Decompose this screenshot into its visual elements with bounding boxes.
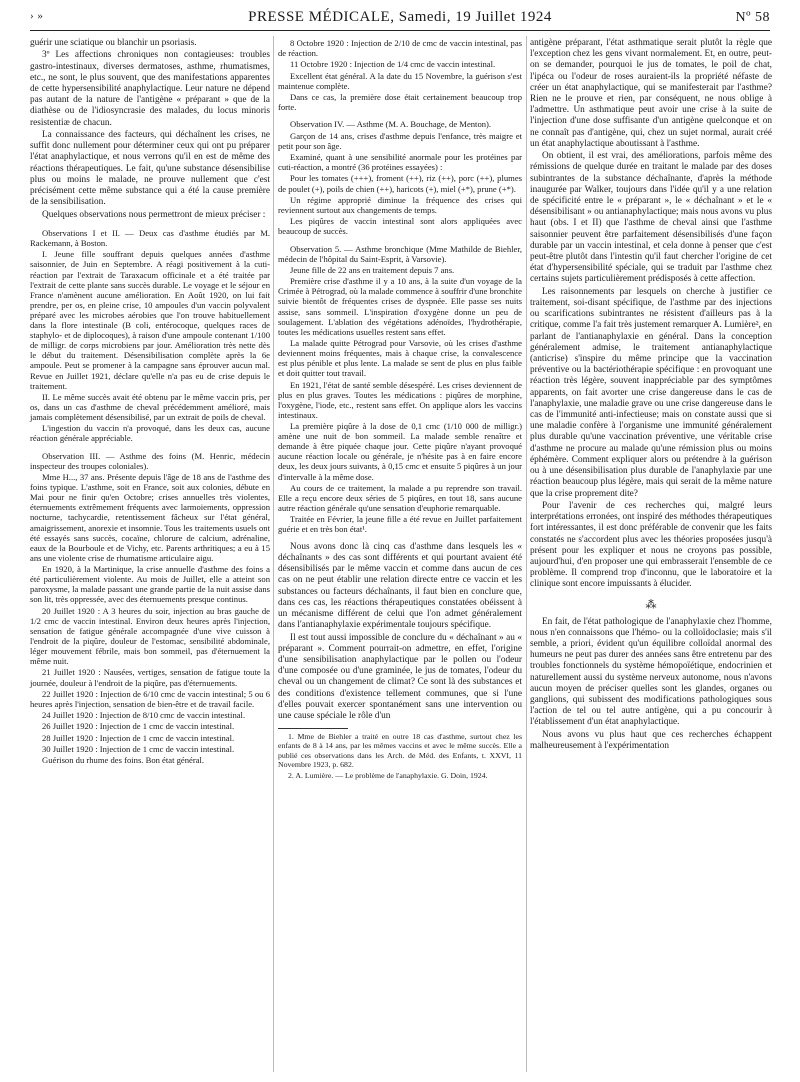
paragraph: 24 Juillet 1920 : Injection de 8/10 cmc de vaccin intestinal.	[42, 710, 246, 721]
paragraph: Quelques observations nous permettront de mieux préciser :	[42, 209, 266, 220]
paragraph: La malade quitte Pétrograd pour Varsovie, où les crises d'asthme deviennent moins fréquentes, mais à chaque crise, la convalescence est plus pénible et plus lente. La malade se sent de plus en plus faible et doit quitter tout travail.	[278, 337, 522, 379]
paragraph: Première crise d'asthme il y a 10 ans, à la suite d'un voyage de la Crimée à Pétrograd, où la malade commence à souffrir d'une bronchite suivie bientôt de fréquentes crises de dyspnée. Elle passe ses nuits assise, sans sommeil. L'inspiration d'oxygène donne un peu de soulagement. L'ablation des végétations adénoïdes, l'hydrothérapie, toutes les médications usuelles restent sans effet.	[278, 276, 522, 337]
paragraph: En fait, de l'état pathologique de l'anaphylaxie chez l'homme, nous n'en connaissons que l'hémo- ou la colloïdoclasie; mais s'il semble, a priori, évident qu'un équilibre colloïdal anormal des humeurs ne peut pas durer des années sans être entretenu par des troubles fonctionnels du système hémopoïétique, endocrinien et naturellement aussi du système nerveux autonome, nous n'avons aucun moyen de préciser quelles sont les glandes, organes ou ganglions, qui subissent des modifications pathologiques sous l'action de tel ou tel autre antigène, qui a pu concourir à l'établissement d'un état anaphylactique.	[530, 616, 772, 728]
observation-heading: Observation 5. — Asthme bronchique (Mme Mathilde de Biehler, médecin de l'hôpital du Saint-Esprit, à Varsovie).	[278, 243, 522, 264]
observation-heading: Observations I et II. — Deux cas d'asthme étudiés par M. Rackemann, à Boston.	[30, 228, 270, 249]
paragraph: La connaissance des facteurs, qui déchaînent les crises, ne suffit donc nullement pour déterminer ceux qui ont pu préparer l'état anaphylactique, et nous verrons qu'il en est de même des réactions thérapeutiques. Le fait, qu'une substance désensibilise plus ou moins le malade, ne prouve nullement que c'est précisément cette même substance qui a été la cause première de la sensibilisation.	[30, 130, 270, 208]
observation-heading: Observation III. — Asthme des foins (M. Henric, médecin inspecteur des troupes coloniales).	[30, 450, 270, 471]
issue-number: Nº 58	[735, 10, 770, 25]
paragraph: Au cours de ce traitement, la malade a pu reprendre son travail. Elle a reçu encore deux séries de 5 piqûres, en tout 18, sans aucune autre réaction générale qu'une sensation d'euphorie remarquable.	[278, 482, 522, 514]
paragraph: Un régime approprié diminue la fréquence des crises qui reviennent surtout aux changements de temps.	[278, 194, 522, 215]
paragraph: Garçon de 14 ans, crises d'asthme depuis l'enfance, très maigre et petit pour son âge.	[278, 130, 522, 151]
paragraph: 30 Juillet 1920 : Injection de 1 cmc de vaccin intestinal.	[42, 744, 235, 755]
footnote: 1. Mme de Biehler a traité en outre 18 cas d'asthme, surtout chez les enfants de 8 à 14 ans, par les mêmes vaccins et avec le même succès. Elle a publié ces observations dans les Arch. de Méd. des Enfants, t. XXVI, 11 Novembre 1923, p. 682.	[278, 732, 522, 770]
column-2	[278, 38, 522, 781]
paragraph: Jeune fille de 22 ans en traitement depuis 7 ans.	[290, 264, 455, 275]
column-1	[30, 38, 270, 767]
paragraph: Pour l'avenir de ces recherches qui, malgré leurs interprétations erronées, ont inspiré des méthodes thérapeutiques fort intéressantes, il est donc préférable de convenir que les faits constatés ne s'accordent plus avec les théories proposées jusqu'à présent pour les expliquer et nous ne croyons pas possible, aujourd'hui, d'en proposer une qui embrasserait l'ensemble de ce problème. Il comprend trop d'inconnu, que le laboratoire et la clinique sont encore impuissants à élucider.	[530, 500, 772, 590]
page-header	[30, 8, 770, 31]
paragraph: Nous avons donc là cinq cas d'asthme dans lesquels les « déchaînants » des cas sont différents et qui pourtant avaient été désensibilisés par le même vaccin et comme dans aucun de ces cas on ne peut établir une relation directe entre ce vaccin et les substances ou facteurs déchaînants, il faut bien en conclure que, dans ces cas, les réactions thérapeutiques constatées obéissent à un mécanisme différent de celui que l'on admet généralement dans l'antianaphylaxie expérimentale toujours spécifique.	[278, 541, 522, 631]
paragraph: 28 Juillet 1920 : Injection de 1 cmc de vaccin intestinal.	[42, 732, 235, 743]
paragraph: Examiné, quant à une sensibilité anormale pour les protéines par cuti-réaction, a montré (36 protéines essayées) :	[278, 152, 522, 173]
paragraph: 3º Les affections chroniques non contagieuses: troubles gastro-intestinaux, diverses dermatoses, asthme, rhumatismes, etc., ne sont, le plus souvent, que des manifestations apparentes de cette hypersensibilité anaphylactique. Leur nature ne dépend pas autant de la nature de l'antigène « préparant » que de la diathèse ou de l'idiosyncrasie des malades, du locus minoris resistentiæ de chacun.	[30, 50, 270, 128]
column-separator	[526, 36, 527, 1072]
paragraph: guérir une sciatique ou blanchir un psoriasis.	[30, 38, 197, 48]
paragraph: 21 Juillet 1920 : Nausées, vertiges, sensation de fatigue toute la journée, douleur à l'endroit de la piqûre, pas d'éternuements.	[30, 667, 270, 688]
paragraph: Mme H..., 37 ans. Présente depuis l'âge de 18 ans de l'asthme des foins typique. L'asthme, soit en France, soit aux colonies, débute en Mai pour ne finir qu'en Octobre; crises annuelles très violentes, éternuements extrêmement fréquents avec larmoiements, oppression nocturne, tachycardie, retentissement fâcheux sur l'état général, amaigrissement, anorexie et insomnie. Tous les traitements usuels ont été essayés sans succès, cocaïne, chlorure de calcium, adrénaline, eaux de la Bourboule et de Vichy, etc. Parents arthritiques; a eu à 15 ans une violente crise de rhumatisme articulaire aigu.	[30, 472, 270, 563]
paragraph: 8 Octobre 1920 : Injection de 2/10 de cmc de vaccin intestinal, pas de réaction.	[278, 38, 522, 59]
paragraph: Nous avons vu plus haut que ces recherches échappent malheureusement à l'expérimentation	[530, 729, 772, 751]
paragraph: Les piqûres de vaccin intestinal sont alors appliquées avec beaucoup de succès.	[278, 216, 522, 237]
journal-title: PRESSE MÉDICALE, Samedi, 19 Juillet 1924	[248, 9, 552, 25]
section-asterism: ⁂	[645, 598, 657, 611]
paragraph: On obtient, il est vrai, des améliorations, parfois même des rémissions de quelque durée en traitant le malade par des doses subintrantes de la substance déchaînante, d'après la méthode inaugurée par Walker, toujours dans l'idée qu'il y a une relation de spécificité entre le « préparant », le « déchaînant » et le « désensibilisant » ou antianaphylactique; mais nous avons vu plus haut (obs. I et II) que l'asthme de cheval ainsi que l'asthme saisonnier peuvent être parfaitement désensibilisés d'une façon durable par un vaccin intestinal, et cela donne à penser que c'est peut-être plutôt dans l'intestin qu'il faut chercher l'origine de cet état d'hypersensibilité spéciale, qui se traduit par l'asthme chez certains sujets particulièrement prédisposés à cette affection.	[530, 151, 772, 285]
paragraph: L'ingestion du vaccin n'a provoqué, dans les deux cas, aucune réaction générale appréciable.	[30, 423, 270, 444]
column-3	[530, 38, 772, 753]
paragraph: Guérison du rhume des foins. Bon état général.	[42, 755, 205, 766]
paragraph: 22 Juillet 1920 : Injection de 6/10 cmc de vaccin intestinal; 5 ou 6 heures après l'injection, sensation de bien-être et de travail facile.	[30, 688, 270, 709]
observation-heading: Observation IV. — Asthme (M. A. Bouchage, de Menton).	[290, 119, 492, 130]
paragraph: En 1920, à la Martinique, la crise annuelle d'asthme des foins a été particulièrement violente. Au mois de Juillet, elle a atteint son paroxysme, la malade passant une grande partie de la nuit assise dans son lit, très oppressée, avec des éternuements presque continus.	[30, 564, 270, 605]
paragraph: Pour les tomates (+++), froment (++), riz (++), porc (++), plumes de poulet (+), poils de chien (++), haricots (+), miel (+*), prune (+*).	[278, 173, 522, 194]
paragraph: 20 Juillet 1920 : A 3 heures du soir, injection au bras gauche de 1/2 cmc de vaccin intestinal. Environ deux heures après l'injection, sensation de fatigue générale accompagnée d'une vive cuisson à l'endroit de la piqûre, douleur de l'estomac, sensibilité abdominale, léger mouvement fébrile, mais bon sommeil, pas d'éternuement la même nuit.	[30, 605, 270, 667]
paragraph: 26 Juillet 1920 : Injection de 1 cmc de vaccin intestinal.	[42, 721, 235, 732]
paragraph: I. Jeune fille souffrant depuis quelques années d'asthme saisonnier, de Juin en Septembre. A réagi positivement à la cuti-réaction par l'extrait de Taraxacum officinale et a été traitée par l'extrait de cette plante sans succès durable. Le voyage et le séjour en France n'amènent aucune amélioration. En Août 1920, on lui fait prendre, per os, en pleine crise, 10 ampoules d'un vaccin polyvalent préparé avec les microbes aérobies que l'on trouve habituellement dans la flore intestinale (B coli, entérocoque, quelques races de staphylo- et de diplocoques), à raison d'une ampoule contenant 1/100 de milligr. de corps microbiens par jour. Amélioration très nette dès le début du traitement. Désensibilisation complète après la 6e ampoule. Peut se promener à la campagne sans éprouver aucun mal. Revue en Juillet 1921, déclare qu'elle n'a pas eu de crise depuis le traitement.	[30, 249, 270, 391]
paragraph: Excellent état général. A la date du 15 Novembre, la guérison s'est maintenue complète.	[278, 70, 522, 91]
paragraph: 11 Octobre 1920 : Injection de 1/4 cmc de vaccin intestinal.	[290, 59, 496, 70]
header-left-mark: › »	[30, 10, 44, 22]
footnote-rule	[278, 728, 348, 729]
paragraph: Les raisonnements par lesquels on cherche à justifier ce traitement, soi-disant spécifique, de l'asthme par des injections ou scarifications subintrantes ne résistent d'ailleurs pas à la critique, comme l'a fait très justement remarquer A. Lumière², en parlant de l'antianaphylaxie en général. Dans la conception généralement admise, le traitement antianaphylactique (anticrise) s'inspire du même principe que la vaccination préventive ou la bactériothérapie spécifique : en provoquant une réaction très légère, souvent inappréciable par des symptômes apparents, on fait avorter une crise dangereuse dans le cas de l'anaphylaxie, une maladie grave ou une crise dangereuse dans le cas de l'immunité anti-infectieuse; mais on constate aussi que si une maladie confère à l'organisme une immunité généralement plus durable qu'une vaccination préventive, une véritable crise d'asthme ne procure au malade qu'une rémission plus ou moins éphémère. Comment expliquer alors ou prétendre à la guérison ou à une désensibilisation plus durable de l'anaphylaxie par une réaction beaucoup plus légère, mais qui serait de la même nature que la crise proprement dite?	[530, 286, 772, 499]
column-separator	[273, 36, 274, 1072]
paragraph: Il est tout aussi impossible de conclure du « déchaînant » au « préparant ». Comment pourrait-on admettre, en effet, l'origine d'une sensibilisation anaphylactique par le pollen ou l'odeur d'une composée ou d'une graminée, le jus de tomates, l'odeur du cheval ou un changement de climat? Ce sont là des substances et des conditions d'existence tellement communes, que si l'une d'elles pouvait exercer spontanément sans une intervention ou une cause spéciale le rôle d'un	[278, 632, 522, 721]
footnote: 2. A. Lumière. — Le problème de l'anaphylaxie. G. Doin, 1924.	[288, 770, 488, 780]
paragraph: La première piqûre à la dose de 0,1 cmc (1/10 000 de milligr.) amène une nuit de bon sommeil. La malade semble renaître et demande à être piquée chaque jour. Cette piqûre n'ayant provoqué aucune réaction locale ou générale, je n'hésite pas à en faire encore deux, les deux jours suivants, à 0,15 cmc et ensuite 5 piqûres à un jour d'intervalle à la même dose.	[278, 421, 522, 482]
paragraph: En 1921, l'état de santé semble désespéré. Les crises deviennent de plus en plus graves. Toutes les médications : piqûres de morphine, l'oxygène, l'iode, etc., restent sans effet. On applique alors les vaccins intestinaux.	[278, 379, 522, 420]
paragraph: Traitée en Février, la jeune fille a été revue en Juillet parfaitement guérie et en très bon état¹.	[278, 514, 522, 535]
paragraph: Dans ce cas, la première dose était certainement beaucoup trop forte.	[278, 92, 522, 113]
paragraph: antigène préparant, l'état asthmatique serait plutôt la règle que l'exception chez les gens vivant normalement. Et, en outre, peut-on se demander, pourquoi le jus de tomates, le poil de chat, l'ipéca ou l'odeur de roses auraient-ils la propriété néfaste de créer un état anaphylactique, qui se manifesterait par l'asthme? Rien ne le prouve et rien, par conséquent, ne nous oblige à l'admettre. Un asthmatique peut avoir une crise à la suite de l'injection d'une dose suffisante d'un antigène quelconque et on ne connaît pas d'antigène, qui, chez un sujet normal, aurait créé un état anaphylactique aboutissant à l'asthme.	[530, 38, 772, 149]
paragraph: II. Le même succès avait été obtenu par le même vaccin pris, per os, dans un cas d'asthme de cheval précédemment amélioré, mais jamais complètement désensibilisé, par un extrait de poils de cheval.	[30, 391, 270, 423]
